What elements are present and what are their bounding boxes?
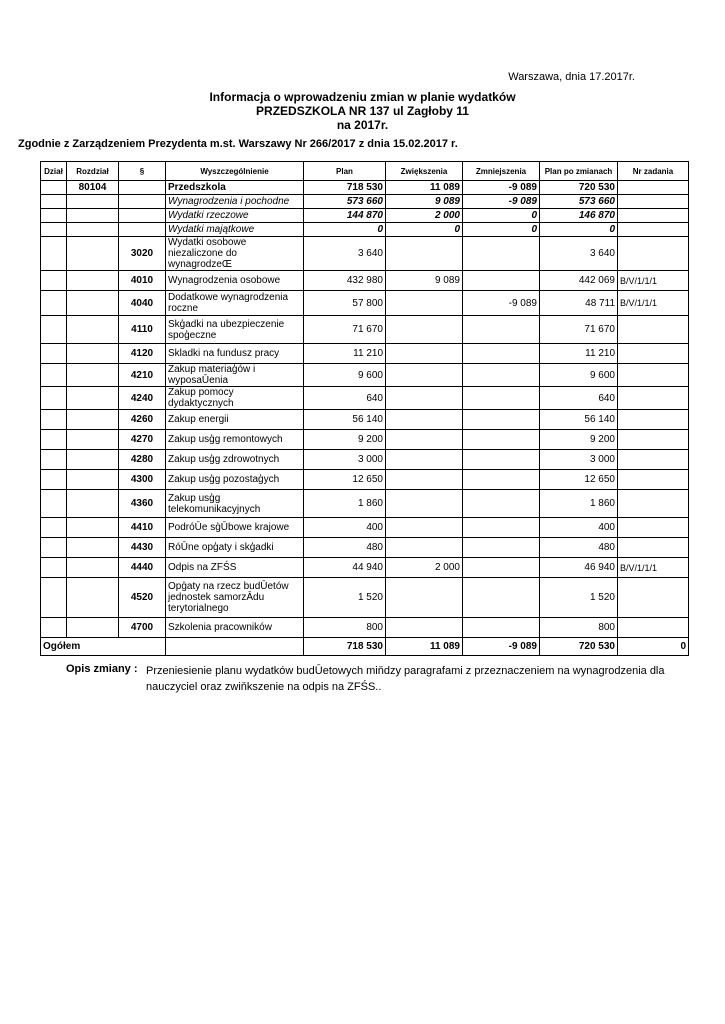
table-row (41, 291, 689, 316)
cell-plan: 71 670 (304, 316, 386, 344)
cell-plan: 3 640 (304, 237, 386, 271)
cell-increase (386, 430, 463, 450)
cell-paragraf: 4280 (119, 450, 166, 470)
cell-rozdzial (67, 518, 119, 538)
cell-decrease (463, 450, 540, 470)
cell-description: RóŪne opģaty i skģadki (166, 538, 304, 558)
col-header-decrease: Zmniejszenia (463, 162, 540, 181)
total-task-no: 0 (618, 638, 689, 656)
cell-paragraf: 4120 (119, 344, 166, 364)
cell-description: PodróŪe sģŪbowe krajowe (166, 518, 304, 538)
cell-description: Przedszkola (166, 181, 304, 195)
cell-paragraf: 4410 (119, 518, 166, 538)
total-row (41, 638, 689, 656)
cell-dzial (41, 578, 67, 618)
cell-task-no (618, 316, 689, 344)
cell-description: Wydatki rzeczowe (166, 209, 304, 223)
col-header-description: Wyszczególnienie (166, 162, 304, 181)
cell-rozdzial (67, 195, 119, 209)
cell-decrease (463, 387, 540, 410)
cell-plan: 57 800 (304, 291, 386, 316)
cell-description: Wydatki osobowe niezaliczone do wynagrodzeŒ (166, 237, 304, 271)
cell-rozdzial (67, 387, 119, 410)
cell-dzial (41, 538, 67, 558)
cell-description: Wynagrodzenia i pochodne (166, 195, 304, 209)
col-header-plan: Plan (304, 162, 386, 181)
cell-task-no: B/V/1/1/1 (618, 558, 689, 578)
table-row (41, 558, 689, 578)
cell-paragraf: 4240 (119, 387, 166, 410)
cell-dzial (41, 223, 67, 237)
table-row (41, 387, 689, 410)
summary-row (41, 223, 689, 237)
col-header-increase: Zwiększenia (386, 162, 463, 181)
cell-decrease (463, 430, 540, 450)
cell-increase (386, 237, 463, 271)
cell-decrease: -9 089 (463, 291, 540, 316)
cell-description: Zakup pomocy dydaktycznych (166, 387, 304, 410)
cell-plan-after: 640 (540, 387, 618, 410)
cell-decrease (463, 410, 540, 430)
cell-plan-after: 3 640 (540, 237, 618, 271)
table-row (41, 364, 689, 387)
cell-rozdzial (67, 316, 119, 344)
col-header-paragraf: § (119, 162, 166, 181)
total-plan-after: 720 530 (540, 638, 618, 656)
cell-decrease: -9 089 (463, 195, 540, 209)
cell-dzial (41, 344, 67, 364)
total-plan: 718 530 (304, 638, 386, 656)
cell-rozdzial (67, 223, 119, 237)
cell-task-no: B/V/1/1/1 (618, 271, 689, 291)
cell-dzial (41, 181, 67, 195)
cell-paragraf: 4300 (119, 470, 166, 490)
cell-paragraf: 4520 (119, 578, 166, 618)
cell-increase (386, 291, 463, 316)
cell-description: Wydatki majątkowe (166, 223, 304, 237)
cell-decrease: 0 (463, 209, 540, 223)
cell-rozdzial (67, 410, 119, 430)
cell-plan: 11 210 (304, 344, 386, 364)
cell-task-no (618, 364, 689, 387)
total-rows (41, 638, 689, 656)
cell-decrease (463, 490, 540, 518)
cell-description: Skladki na fundusz pracy (166, 344, 304, 364)
cell-dzial (41, 237, 67, 271)
cell-dzial (41, 490, 67, 518)
col-header-dzial: Dział (41, 162, 67, 181)
cell-description: Odpis na ZFŚS (166, 558, 304, 578)
cell-paragraf (119, 195, 166, 209)
cell-decrease (463, 558, 540, 578)
cell-plan-after: 400 (540, 518, 618, 538)
cell-dzial (41, 450, 67, 470)
cell-decrease (463, 237, 540, 271)
description-text: Przeniesienie planu wydatków budŪetowych miňdzy paragrafami z przeznaczeniem na wynagrodzenia dla nauczyciel oraz zwiňkszenie na odpis na ZFŚS.. (146, 665, 665, 693)
cell-increase (386, 470, 463, 490)
cell-plan-after: 3 000 (540, 450, 618, 470)
table-row (41, 518, 689, 538)
cell-dzial (41, 518, 67, 538)
budget-year: na 2017r. (336, 118, 389, 132)
cell-paragraf: 4040 (119, 291, 166, 316)
table-row (41, 410, 689, 430)
cell-increase (386, 364, 463, 387)
cell-increase (386, 578, 463, 618)
cell-plan: 718 530 (304, 181, 386, 195)
cell-rozdzial (67, 538, 119, 558)
cell-decrease: 0 (463, 223, 540, 237)
cell-decrease: -9 089 (463, 181, 540, 195)
cell-description (166, 638, 304, 656)
cell-dzial (41, 316, 67, 344)
document-title: Informacja o wprowadzeniu zmian w planie wydatków (209, 90, 516, 104)
summary-row (41, 181, 689, 195)
cell-plan: 800 (304, 618, 386, 638)
cell-increase: 11 089 (386, 181, 463, 195)
detail-rows (41, 237, 689, 638)
cell-plan: 12 650 (304, 470, 386, 490)
cell-paragraf (119, 181, 166, 195)
cell-dzial (41, 430, 67, 450)
cell-description: Opģaty na rzecz budŪetów jednostek samorzĀdu terytorialnego (166, 578, 304, 618)
cell-task-no (618, 237, 689, 271)
cell-dzial (41, 558, 67, 578)
cell-description: Zakup usģg pozostaģych (166, 470, 304, 490)
table-row (41, 578, 689, 618)
cell-decrease (463, 470, 540, 490)
cell-paragraf: 4110 (119, 316, 166, 344)
table-row (41, 237, 689, 271)
cell-plan-after: 46 940 (540, 558, 618, 578)
table-row (41, 490, 689, 518)
cell-plan-after: 9 200 (540, 430, 618, 450)
col-header-rozdzial: Rozdział (67, 162, 119, 181)
total-label: Ogółem (41, 638, 166, 656)
cell-rozdzial (67, 470, 119, 490)
cell-description: Wynagrodzenia osobowe (166, 271, 304, 291)
cell-description: Zakup usģg remontowych (166, 430, 304, 450)
cell-task-no (618, 387, 689, 410)
cell-decrease (463, 538, 540, 558)
cell-rozdzial (67, 271, 119, 291)
cell-task-no (618, 618, 689, 638)
summary-row (41, 209, 689, 223)
cell-task-no (618, 538, 689, 558)
cell-rozdzial (67, 450, 119, 470)
cell-task-no (618, 470, 689, 490)
table-row (41, 271, 689, 291)
cell-rozdzial (67, 490, 119, 518)
cell-increase (386, 518, 463, 538)
cell-plan-after: 146 870 (540, 209, 618, 223)
budget-table (40, 161, 689, 656)
cell-paragraf: 4210 (119, 364, 166, 387)
cell-description: Zakup usģg zdrowotnych (166, 450, 304, 470)
total-decrease: -9 089 (463, 638, 540, 656)
cell-description: Dodatkowe wynagrodzenia roczne (166, 291, 304, 316)
cell-plan-after: 1 860 (540, 490, 618, 518)
cell-plan-after: 480 (540, 538, 618, 558)
cell-dzial (41, 618, 67, 638)
cell-plan-after: 9 600 (540, 364, 618, 387)
table-row (41, 450, 689, 470)
table-row (41, 430, 689, 450)
cell-plan: 640 (304, 387, 386, 410)
cell-increase: 2 000 (386, 209, 463, 223)
cell-plan-after: 0 (540, 223, 618, 237)
cell-plan: 144 870 (304, 209, 386, 223)
cell-task-no (618, 181, 689, 195)
cell-plan: 9 200 (304, 430, 386, 450)
cell-description: Zakup energii (166, 410, 304, 430)
cell-plan: 432 980 (304, 271, 386, 291)
cell-increase: 9 089 (386, 195, 463, 209)
cell-increase (386, 618, 463, 638)
cell-dzial (41, 470, 67, 490)
cell-paragraf: 3020 (119, 237, 166, 271)
cell-plan-after: 12 650 (540, 470, 618, 490)
total-increase: 11 089 (386, 638, 463, 656)
cell-task-no (618, 209, 689, 223)
cell-paragraf (119, 223, 166, 237)
cell-task-no (618, 490, 689, 518)
cell-increase (386, 538, 463, 558)
cell-rozdzial (67, 618, 119, 638)
cell-task-no (618, 578, 689, 618)
cell-rozdzial: 80104 (67, 181, 119, 195)
cell-rozdzial (67, 209, 119, 223)
cell-plan: 44 940 (304, 558, 386, 578)
cell-rozdzial (67, 430, 119, 450)
cell-increase (386, 490, 463, 518)
col-header-plan-after: Plan po zmianach (540, 162, 618, 181)
cell-rozdzial (67, 291, 119, 316)
cell-paragraf: 4440 (119, 558, 166, 578)
cell-paragraf: 4270 (119, 430, 166, 450)
cell-plan-after: 56 140 (540, 410, 618, 430)
table-row (41, 538, 689, 558)
cell-rozdzial (67, 237, 119, 271)
cell-decrease (463, 271, 540, 291)
summary-rows (41, 181, 689, 237)
cell-dzial (41, 195, 67, 209)
cell-task-no (618, 223, 689, 237)
cell-paragraf: 4430 (119, 538, 166, 558)
cell-increase: 0 (386, 223, 463, 237)
cell-decrease (463, 344, 540, 364)
cell-dzial (41, 387, 67, 410)
cell-increase (386, 387, 463, 410)
cell-decrease (463, 364, 540, 387)
cell-dzial (41, 364, 67, 387)
institution-name: PRZEDSZKOLA NR 137 ul Zagłoby 11 (256, 104, 469, 118)
cell-increase (386, 450, 463, 470)
cell-plan: 1 860 (304, 490, 386, 518)
table-row (41, 470, 689, 490)
description-label: Opis zmiany : (66, 663, 138, 675)
col-header-task-no: Nr zadania (618, 162, 689, 181)
cell-plan-after: 573 660 (540, 195, 618, 209)
cell-increase: 2 000 (386, 558, 463, 578)
cell-rozdzial (67, 558, 119, 578)
cell-task-no (618, 518, 689, 538)
cell-description: Szkolenia pracowników (166, 618, 304, 638)
cell-plan: 1 520 (304, 578, 386, 618)
table-row (41, 618, 689, 638)
cell-plan: 573 660 (304, 195, 386, 209)
table-row (41, 344, 689, 364)
cell-plan: 400 (304, 518, 386, 538)
cell-dzial (41, 291, 67, 316)
cell-increase (386, 344, 463, 364)
cell-plan-after: 48 711 (540, 291, 618, 316)
cell-decrease (463, 518, 540, 538)
cell-task-no: B/V/1/1/1 (618, 291, 689, 316)
cell-plan-after: 11 210 (540, 344, 618, 364)
cell-rozdzial (67, 578, 119, 618)
cell-plan: 480 (304, 538, 386, 558)
cell-plan-after: 1 520 (540, 578, 618, 618)
cell-task-no (618, 195, 689, 209)
cell-increase (386, 316, 463, 344)
cell-plan-after: 720 530 (540, 181, 618, 195)
cell-plan-after: 71 670 (540, 316, 618, 344)
cell-dzial (41, 209, 67, 223)
cell-paragraf: 4010 (119, 271, 166, 291)
cell-rozdzial (67, 364, 119, 387)
cell-task-no (618, 430, 689, 450)
cell-increase (386, 410, 463, 430)
cell-plan: 56 140 (304, 410, 386, 430)
cell-plan-after: 800 (540, 618, 618, 638)
cell-task-no (618, 344, 689, 364)
cell-plan: 3 000 (304, 450, 386, 470)
cell-decrease (463, 578, 540, 618)
cell-increase: 9 089 (386, 271, 463, 291)
cell-description: Zakup materiaģów i wyposaŪenia (166, 364, 304, 387)
place-date: Warszawa, dnia 17.2017r. (508, 71, 635, 83)
cell-task-no (618, 450, 689, 470)
cell-description: Zakup usģg telekomunikacyjnych (166, 490, 304, 518)
cell-dzial (41, 410, 67, 430)
cell-plan: 9 600 (304, 364, 386, 387)
cell-paragraf: 4360 (119, 490, 166, 518)
summary-row (41, 195, 689, 209)
cell-decrease (463, 618, 540, 638)
regulation-reference: Zgodnie z Zarządzeniem Prezydenta m.st. Warszawy Nr 266/2017 z dnia 15.02.2017 r. (18, 138, 458, 150)
cell-description: Skģadki na ubezpieczenie spoģeczne (166, 316, 304, 344)
cell-dzial (41, 271, 67, 291)
cell-rozdzial (67, 344, 119, 364)
cell-task-no (618, 410, 689, 430)
cell-paragraf: 4700 (119, 618, 166, 638)
cell-decrease (463, 316, 540, 344)
cell-paragraf: 4260 (119, 410, 166, 430)
cell-paragraf (119, 209, 166, 223)
cell-plan: 0 (304, 223, 386, 237)
table-header-row (41, 162, 689, 181)
table-row (41, 316, 689, 344)
cell-plan-after: 442 069 (540, 271, 618, 291)
